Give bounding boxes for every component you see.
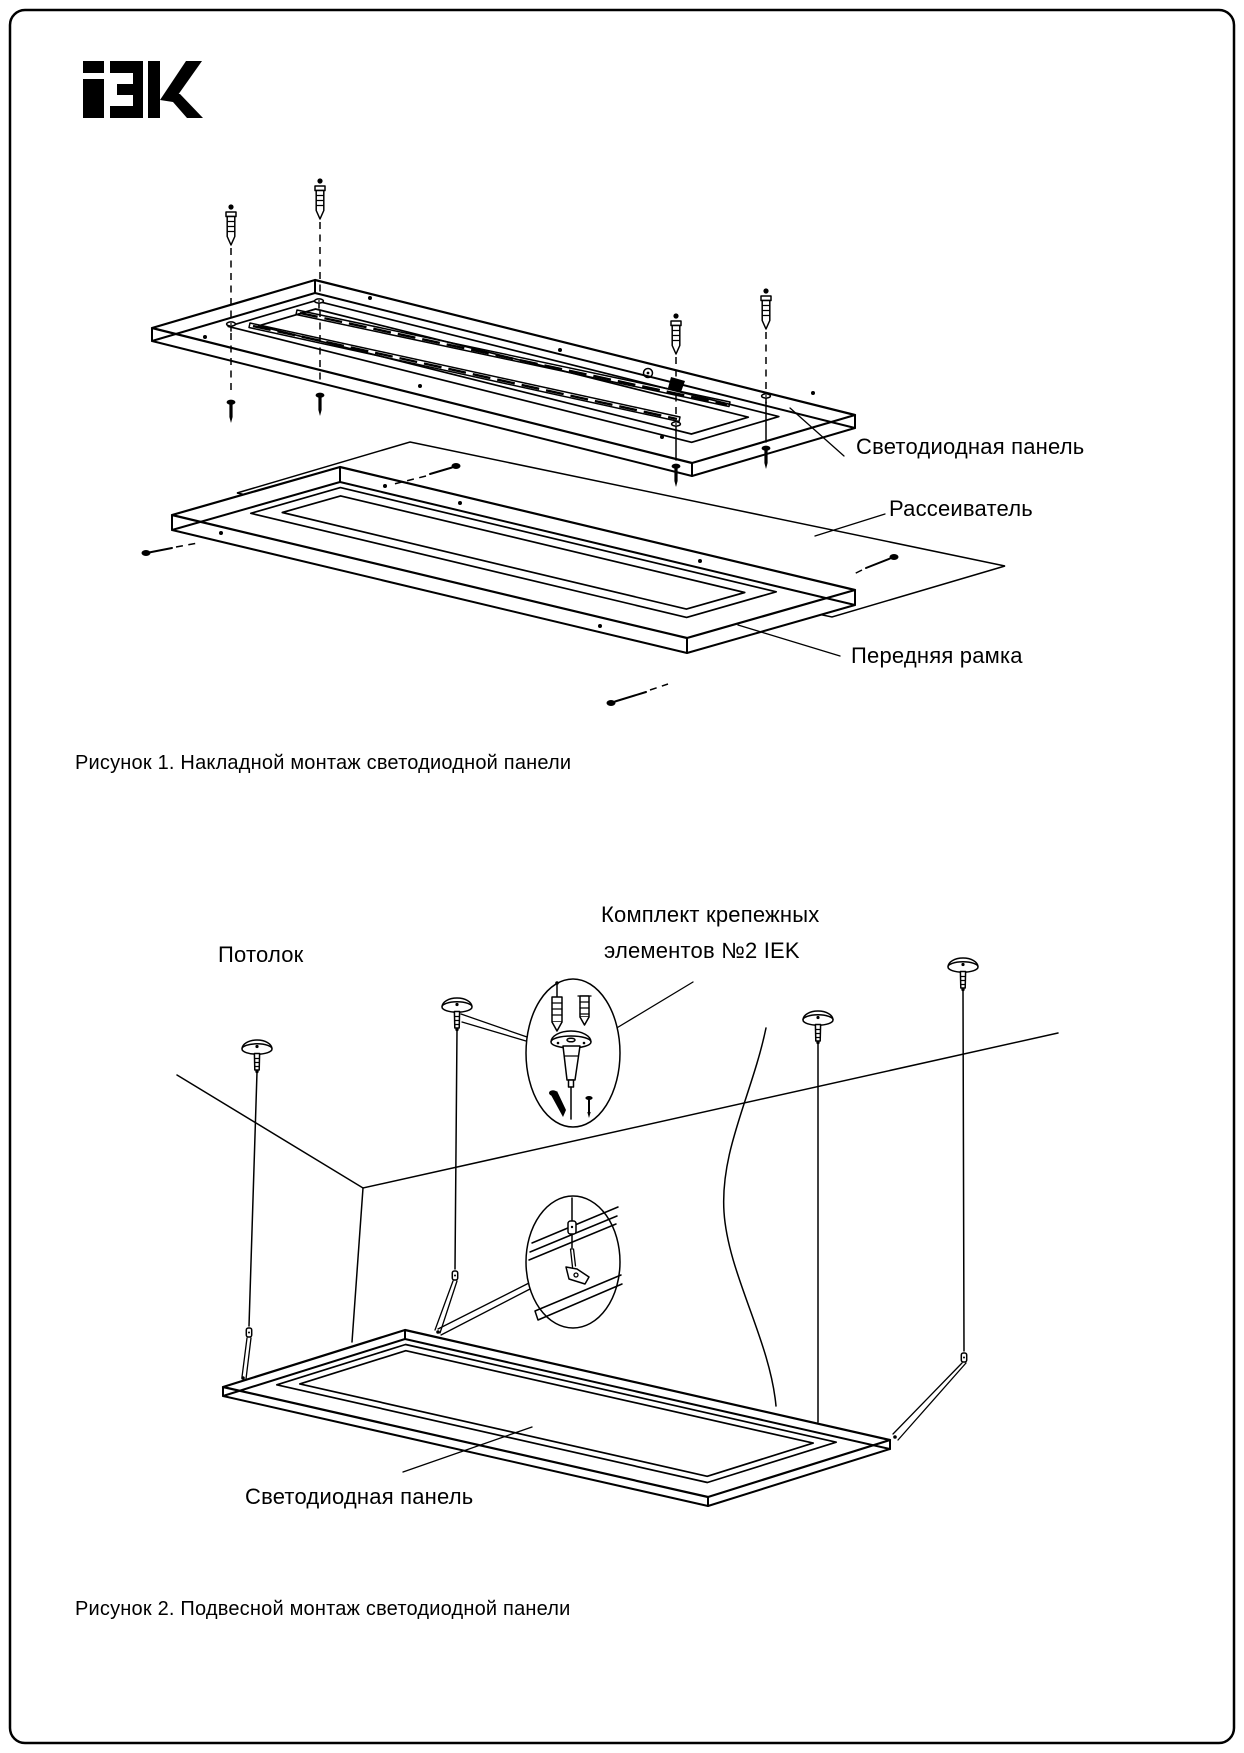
screw-icon [390,463,461,485]
wire-gripper-icon [452,1271,457,1280]
screw-icon [227,400,236,423]
screw-icon [607,684,669,706]
led-panel-drawing [152,280,855,476]
detail-circle-attachment [438,1196,622,1335]
screw-icon [142,543,199,556]
label-led-panel: Светодиодная панель [245,1484,474,1509]
power-cable [724,1028,776,1406]
leader-line [615,982,693,1029]
suspension-wire [435,1030,458,1334]
canopy-icon [803,1011,833,1044]
screw-icon [672,464,681,487]
leader-line [738,625,840,656]
canopy-icon [242,1040,272,1073]
wire-gripper-icon [961,1353,966,1362]
led-panel-drawing [223,1330,890,1506]
label-kit-line1: Комплект крепежных [601,902,820,927]
label-ceiling: Потолок [218,942,304,967]
label-front-frame: Передняя рамка [851,643,1023,668]
label-kit-line2: элементов №2 IEK [604,938,800,963]
figure1-caption: Рисунок 1. Накладной монтаж светодиодной панели [75,752,572,774]
figure2-caption: Рисунок 2. Подвесной монтаж светодиодной панели [75,1598,571,1620]
leader-line [815,514,885,536]
detail-circle-kit [461,979,620,1127]
figure1-exploded-view [142,178,1085,706]
figure2-suspended-view [177,902,1058,1509]
label-led-panel: Светодиодная панель [856,434,1085,459]
canopy-icon [442,998,472,1031]
canopy-icon [948,958,978,991]
wire-gripper-icon [246,1328,251,1337]
label-diffuser: Рассеиватель [889,496,1033,521]
screw-icon [852,554,899,575]
front-frame-drawing [172,467,855,653]
leader-line [461,1014,527,1041]
screw-icon [316,393,325,416]
leader-line [438,1283,530,1335]
suspension-wire [893,990,967,1440]
screw-icon [762,446,771,469]
iek-logo [83,61,203,118]
